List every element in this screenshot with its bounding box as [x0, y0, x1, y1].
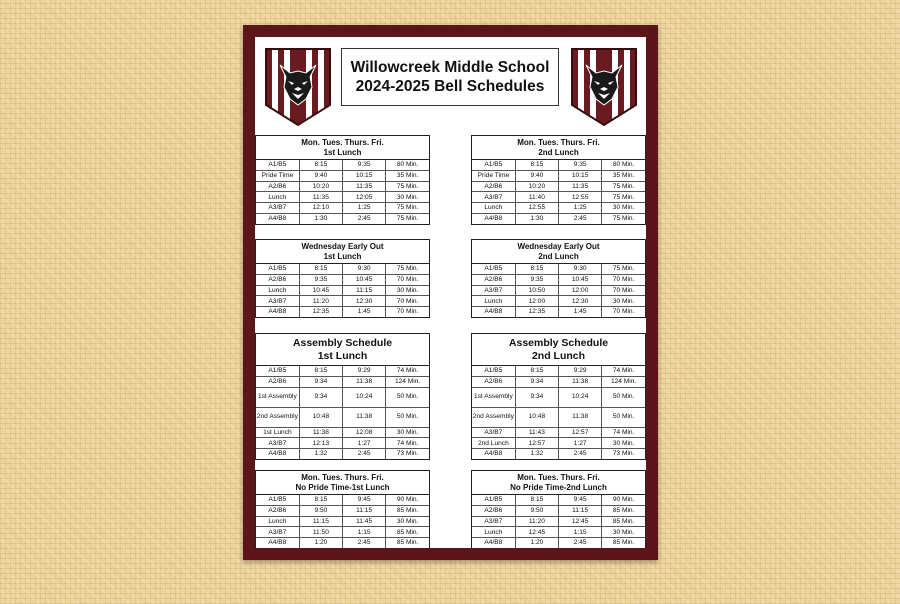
table-cell: 75 Min.	[386, 264, 429, 274]
table-row	[472, 427, 645, 438]
table-cell: 74 Min.	[602, 366, 645, 376]
table-cell: Pride Time	[472, 170, 515, 181]
table-cell: 11:15	[343, 285, 386, 296]
schedule-title-line: Assembly Schedule	[292, 337, 393, 349]
table-cell: A1/B5	[256, 160, 299, 170]
table-cell: A1/B5	[256, 264, 299, 274]
table-cell: 11:38	[559, 407, 602, 427]
table-cell: 1:20	[515, 538, 558, 548]
table-cell: 12:45	[559, 516, 602, 527]
table-cell: A3/B7	[256, 296, 299, 307]
table-cell: 75 Min.	[602, 181, 645, 192]
table-cell: 9:45	[559, 495, 602, 505]
table-cell: 1:25	[559, 203, 602, 214]
table-cell: 70 Min.	[386, 307, 429, 317]
table-cell: A2/B6	[472, 505, 515, 516]
table-cell: 9:50	[515, 505, 558, 516]
table-cell: A2/B6	[472, 376, 515, 387]
table-cell: A2/B6	[472, 274, 515, 285]
table-cell: 70 Min.	[602, 285, 645, 296]
table-row	[472, 449, 645, 459]
table-cell: 11:43	[515, 427, 558, 438]
table-cell: 50 Min.	[602, 387, 645, 407]
table-cell: 12:35	[299, 307, 342, 317]
table-row	[256, 376, 429, 387]
table-cell: 10:48	[299, 407, 342, 427]
table-cell: 12:57	[515, 438, 558, 449]
table-cell: 12:08	[343, 427, 386, 438]
table-cell: 1:25	[343, 203, 386, 214]
table-cell: Lunch	[472, 203, 515, 214]
schedule-title	[472, 334, 645, 366]
table-cell: 30 Min.	[602, 438, 645, 449]
table-cell: 12:30	[343, 296, 386, 307]
table-row	[256, 527, 429, 538]
schedule-regular-1st-lunch	[255, 135, 430, 225]
table-cell: 50 Min.	[386, 387, 429, 407]
schedule-title-line: Mon. Tues. Thurs. Fri.	[301, 473, 384, 482]
schedule-title-line: 1st Lunch	[323, 252, 362, 261]
table-cell: A1/B5	[472, 264, 515, 274]
table-cell: 70 Min.	[386, 296, 429, 307]
table-cell: A1/B5	[256, 495, 299, 505]
table-cell: 2nd Assembly	[472, 407, 515, 427]
table-cell: A4/B8	[256, 538, 299, 548]
schedule-title-line: 2nd Lunch	[531, 350, 586, 362]
schedule-title-line: Wednesday Early Out	[517, 242, 600, 251]
table-cell: A2/B6	[256, 181, 299, 192]
table-cell: 85 Min.	[386, 538, 429, 548]
table-cell: 12:55	[515, 203, 558, 214]
table-row	[256, 170, 429, 181]
table-cell: 12:35	[515, 307, 558, 317]
table-cell: 12:30	[559, 296, 602, 307]
table-cell: 1st Assembly	[256, 387, 299, 407]
table-cell: 9:34	[299, 387, 342, 407]
table-cell: A4/B8	[472, 449, 515, 459]
table-cell: 10:50	[515, 285, 558, 296]
table-cell: 90 Min.	[386, 495, 429, 505]
table-row	[256, 213, 429, 223]
table-cell: A3/B7	[256, 203, 299, 214]
table-cell: Pride Time	[256, 170, 299, 181]
table-cell: 1:27	[343, 438, 386, 449]
table-cell: 11:40	[515, 192, 558, 203]
table-cell: 12:00	[559, 285, 602, 296]
table-cell: 12:13	[299, 438, 342, 449]
schedule-assembly-1st-lunch	[255, 333, 430, 460]
table-cell: 12:00	[515, 296, 558, 307]
table-cell: 8:15	[299, 160, 342, 170]
table-cell: 74 Min.	[386, 366, 429, 376]
table-cell: 70 Min.	[386, 274, 429, 285]
table-cell: A4/B8	[472, 307, 515, 317]
schedule-year-title: 2024-2025 Bell Schedules	[355, 78, 545, 95]
table-cell: 2:45	[343, 449, 386, 459]
table-cell: 8:15	[299, 495, 342, 505]
table-cell: 12:10	[299, 203, 342, 214]
table-cell: A2/B6	[472, 181, 515, 192]
table-cell: 8:15	[299, 264, 342, 274]
table-cell: 74 Min.	[386, 438, 429, 449]
table-cell: A1/B5	[256, 366, 299, 376]
table-cell: 1:32	[515, 449, 558, 459]
table-cell: 50 Min.	[386, 407, 429, 427]
table-row	[472, 160, 645, 170]
table-cell: 9:34	[515, 387, 558, 407]
table-cell: 75 Min.	[602, 264, 645, 274]
table-cell: 75 Min.	[386, 203, 429, 214]
table-row	[256, 203, 429, 214]
schedule-title-line: No Pride Time-1st Lunch	[295, 483, 390, 492]
table-row	[472, 170, 645, 181]
table-cell: 10:24	[559, 387, 602, 407]
table-cell: 85 Min.	[602, 516, 645, 527]
table-cell: 75 Min.	[386, 181, 429, 192]
table-cell: 70 Min.	[602, 307, 645, 317]
table-cell: 9:30	[559, 264, 602, 274]
schedule-table	[472, 264, 645, 317]
table-cell: 74 Min.	[602, 427, 645, 438]
table-cell: A3/B7	[256, 527, 299, 538]
wolf-mascot-shield-icon	[264, 47, 332, 127]
table-cell: A4/B8	[472, 213, 515, 223]
table-row	[256, 407, 429, 427]
school-name: Willowcreek Middle School	[350, 59, 550, 76]
table-row	[256, 427, 429, 438]
table-cell: 1:45	[559, 307, 602, 317]
schedule-table	[472, 160, 645, 224]
table-cell: 12:05	[343, 192, 386, 203]
table-cell: 10:24	[343, 387, 386, 407]
table-cell: Lunch	[256, 285, 299, 296]
table-cell: 9:35	[299, 274, 342, 285]
schedule-title-line: Assembly Schedule	[508, 337, 609, 349]
table-cell: 73 Min.	[386, 449, 429, 459]
table-row	[472, 438, 645, 449]
schedule-wednesday-1st-lunch	[255, 239, 430, 318]
table-row	[472, 495, 645, 505]
table-cell: 9:40	[515, 170, 558, 181]
table-cell: 11:38	[559, 376, 602, 387]
schedule-title-line: 1st Lunch	[323, 148, 362, 157]
table-cell: A3/B7	[472, 516, 515, 527]
schedule-table	[472, 495, 645, 548]
table-cell: A4/B8	[256, 213, 299, 223]
table-cell: 10:20	[515, 181, 558, 192]
table-cell: 10:45	[299, 285, 342, 296]
table-row	[472, 387, 645, 407]
table-cell: 124 Min.	[602, 376, 645, 387]
table-row	[256, 387, 429, 407]
table-cell: 30 Min.	[602, 296, 645, 307]
table-cell: 8:15	[515, 160, 558, 170]
table-cell: 30 Min.	[602, 203, 645, 214]
table-row	[256, 181, 429, 192]
table-row	[256, 505, 429, 516]
table-cell: 2nd Assembly	[256, 407, 299, 427]
table-cell: Lunch	[256, 192, 299, 203]
table-row	[256, 538, 429, 548]
table-cell: 1:15	[559, 527, 602, 538]
table-cell: 11:35	[299, 192, 342, 203]
schedule-title-line: Mon. Tues. Thurs. Fri.	[517, 473, 600, 482]
table-cell: 11:35	[343, 181, 386, 192]
schedule-no-pride-1st-lunch	[255, 470, 430, 548]
schedule-title-line: Mon. Tues. Thurs. Fri.	[301, 138, 384, 147]
table-cell: 80 Min.	[386, 160, 429, 170]
table-cell: Lunch	[472, 527, 515, 538]
table-cell: 90 Min.	[602, 495, 645, 505]
table-cell: Lunch	[472, 296, 515, 307]
table-cell: 30 Min.	[386, 427, 429, 438]
table-cell: 1:30	[299, 213, 342, 223]
table-cell: 2:45	[343, 538, 386, 548]
table-cell: 11:20	[299, 296, 342, 307]
table-row	[256, 516, 429, 527]
table-cell: 11:15	[559, 505, 602, 516]
schedule-title-line: 2nd Lunch	[538, 252, 579, 261]
schedule-title	[472, 471, 645, 495]
table-row	[256, 307, 429, 317]
table-cell: 1:30	[515, 213, 558, 223]
table-cell: 35 Min.	[386, 170, 429, 181]
table-cell: A1/B5	[472, 495, 515, 505]
table-cell: 10:45	[343, 274, 386, 285]
schedule-title-line: No Pride Time-2nd Lunch	[510, 483, 607, 492]
table-cell: 30 Min.	[386, 516, 429, 527]
table-cell: 11:35	[559, 181, 602, 192]
schedule-title-line: Mon. Tues. Thurs. Fri.	[517, 138, 600, 147]
schedule-assembly-2nd-lunch	[471, 333, 646, 460]
table-cell: 12:57	[559, 427, 602, 438]
table-cell: 11:50	[299, 527, 342, 538]
table-cell: 9:29	[343, 366, 386, 376]
table-cell: 12:55	[559, 192, 602, 203]
table-row	[472, 505, 645, 516]
table-cell: 9:34	[515, 376, 558, 387]
table-row	[472, 516, 645, 527]
table-cell: 2:45	[559, 213, 602, 223]
poster-title-box	[341, 48, 559, 106]
table-cell: 50 Min.	[602, 407, 645, 427]
table-cell: 85 Min.	[602, 538, 645, 548]
table-cell: 8:15	[299, 366, 342, 376]
table-cell: A4/B8	[256, 449, 299, 459]
table-cell: A4/B8	[472, 538, 515, 548]
table-row	[472, 203, 645, 214]
table-cell: 75 Min.	[602, 192, 645, 203]
table-row	[256, 366, 429, 376]
table-cell: A1/B5	[472, 160, 515, 170]
table-cell: 8:15	[515, 495, 558, 505]
table-cell: 2:45	[559, 538, 602, 548]
table-row	[256, 274, 429, 285]
wolf-mascot-shield-icon	[570, 47, 638, 127]
table-row	[256, 495, 429, 505]
table-cell: 9:45	[343, 495, 386, 505]
table-row	[256, 192, 429, 203]
schedule-regular-2nd-lunch	[471, 135, 646, 225]
table-cell: 12:45	[515, 527, 558, 538]
table-cell: 9:50	[299, 505, 342, 516]
table-cell: A3/B7	[472, 192, 515, 203]
table-cell: 9:35	[559, 160, 602, 170]
table-cell: 10:15	[559, 170, 602, 181]
table-cell: 9:35	[343, 160, 386, 170]
table-cell: 30 Min.	[386, 192, 429, 203]
table-cell: 11:45	[343, 516, 386, 527]
table-cell: Lunch	[256, 516, 299, 527]
table-row	[256, 264, 429, 274]
table-row	[472, 213, 645, 223]
schedule-wednesday-2nd-lunch	[471, 239, 646, 318]
schedule-title	[256, 240, 429, 264]
table-cell: 1:20	[299, 538, 342, 548]
table-row	[256, 285, 429, 296]
schedule-title	[256, 471, 429, 495]
table-cell: 10:20	[299, 181, 342, 192]
table-cell: 10:15	[343, 170, 386, 181]
table-cell: 9:35	[515, 274, 558, 285]
schedule-table	[256, 495, 429, 548]
table-cell: 75 Min.	[386, 213, 429, 223]
table-cell: A2/B6	[256, 505, 299, 516]
table-cell: 11:38	[299, 427, 342, 438]
table-row	[256, 438, 429, 449]
schedule-title-line: 2nd Lunch	[538, 148, 579, 157]
table-row	[256, 449, 429, 459]
table-cell: A3/B7	[472, 285, 515, 296]
table-row	[256, 296, 429, 307]
table-cell: 124 Min.	[386, 376, 429, 387]
table-cell: 1:45	[343, 307, 386, 317]
schedule-no-pride-2nd-lunch	[471, 470, 646, 548]
table-row	[472, 307, 645, 317]
table-cell: A2/B6	[256, 274, 299, 285]
table-cell: 9:40	[299, 170, 342, 181]
table-cell: A3/B7	[472, 427, 515, 438]
table-cell: 85 Min.	[386, 527, 429, 538]
poster-paper	[255, 37, 646, 548]
schedule-title	[472, 136, 645, 160]
table-row	[472, 181, 645, 192]
table-cell: 11:38	[343, 407, 386, 427]
table-cell: 30 Min.	[602, 527, 645, 538]
table-cell: 2:45	[559, 449, 602, 459]
table-cell: A3/B7	[256, 438, 299, 449]
table-cell: 80 Min.	[602, 160, 645, 170]
table-row	[472, 274, 645, 285]
table-cell: A1/B5	[472, 366, 515, 376]
table-cell: 2nd Lunch	[472, 438, 515, 449]
table-cell: 9:30	[343, 264, 386, 274]
schedule-table	[256, 160, 429, 224]
table-cell: A2/B6	[256, 376, 299, 387]
schedule-table	[256, 366, 429, 459]
table-cell: 8:15	[515, 366, 558, 376]
table-row	[472, 296, 645, 307]
table-cell: 70 Min.	[602, 274, 645, 285]
schedule-table	[256, 264, 429, 317]
table-cell: 30 Min.	[386, 285, 429, 296]
table-cell: 1st Assembly	[472, 387, 515, 407]
table-cell: 11:38	[343, 376, 386, 387]
table-row	[472, 285, 645, 296]
table-cell: 11:15	[343, 505, 386, 516]
table-cell: 1:15	[343, 527, 386, 538]
table-cell: 9:29	[559, 366, 602, 376]
table-cell: 11:20	[515, 516, 558, 527]
schedule-title-line: Wednesday Early Out	[301, 242, 384, 251]
poster-frame	[243, 25, 658, 560]
schedule-title-line: 1st Lunch	[317, 350, 368, 362]
schedule-title	[256, 136, 429, 160]
table-cell: 35 Min.	[602, 170, 645, 181]
table-cell: 85 Min.	[386, 505, 429, 516]
table-row	[472, 376, 645, 387]
table-row	[256, 160, 429, 170]
table-cell: 85 Min.	[602, 505, 645, 516]
table-cell: 11:15	[299, 516, 342, 527]
table-cell: 10:45	[559, 274, 602, 285]
table-row	[472, 192, 645, 203]
table-row	[472, 407, 645, 427]
table-cell: 10:48	[515, 407, 558, 427]
table-cell: 1:32	[299, 449, 342, 459]
table-row	[472, 538, 645, 548]
schedule-title	[472, 240, 645, 264]
table-cell: 1st Lunch	[256, 427, 299, 438]
table-cell: 9:34	[299, 376, 342, 387]
table-row	[472, 366, 645, 376]
table-row	[472, 527, 645, 538]
table-cell: A4/B8	[256, 307, 299, 317]
table-cell: 75 Min.	[602, 213, 645, 223]
table-cell: 1:27	[559, 438, 602, 449]
table-cell: 2:45	[343, 213, 386, 223]
table-row	[472, 264, 645, 274]
table-cell: 8:15	[515, 264, 558, 274]
schedule-table	[472, 366, 645, 459]
table-cell: 73 Min.	[602, 449, 645, 459]
schedule-title	[256, 334, 429, 366]
